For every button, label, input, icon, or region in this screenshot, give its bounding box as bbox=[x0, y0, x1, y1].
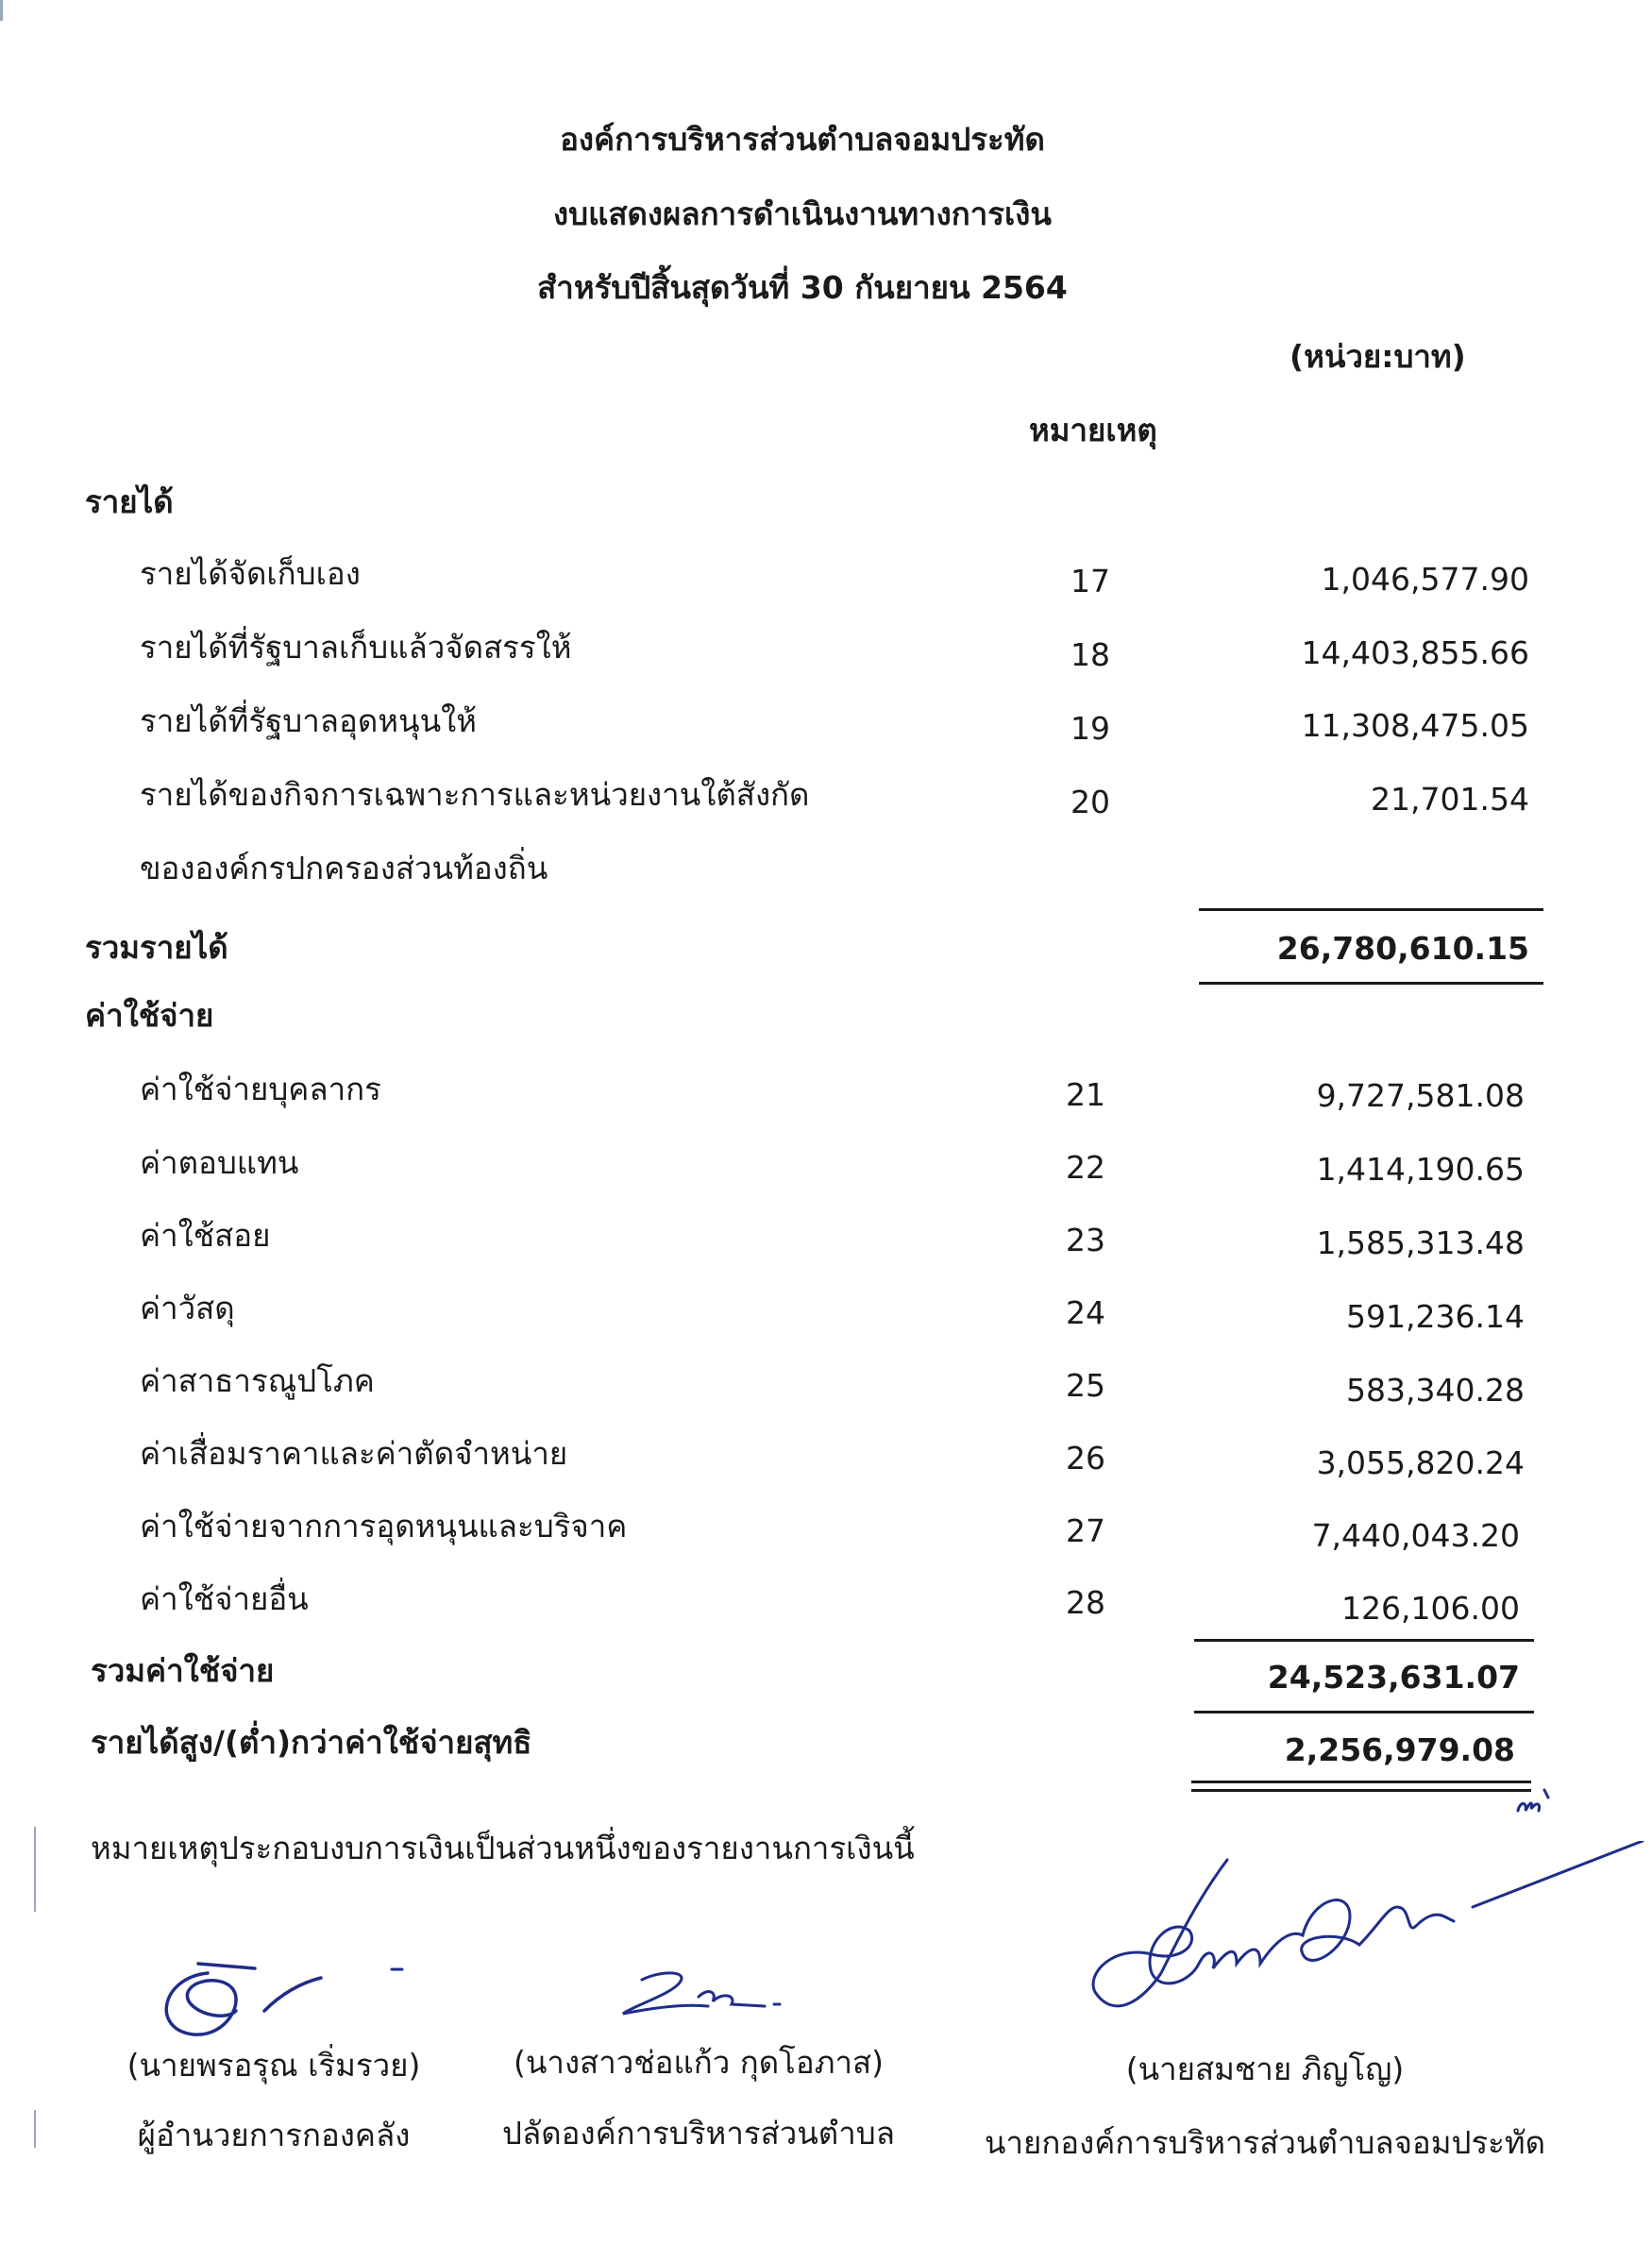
expense-item-note: 23 bbox=[1066, 1222, 1105, 1258]
subtotal-rule bbox=[1199, 908, 1543, 911]
revenue-item-label: รายได้จัดเก็บเอง bbox=[140, 555, 361, 592]
expense-item-amount: 1,585,313.48 bbox=[1316, 1224, 1525, 1261]
expense-total-label: รวมค่าใช้จ่าย bbox=[91, 1652, 275, 1689]
initials-mark bbox=[1510, 1784, 1567, 1822]
revenue-item-amount: 11,308,475.05 bbox=[1301, 707, 1529, 744]
signatory-title-mayor: นายกองค์การบริหารส่วนตำบลจอมประทัด bbox=[984, 2124, 1546, 2161]
expense-item-note: 21 bbox=[1066, 1076, 1105, 1113]
expense-total-amount: 24,523,631.07 bbox=[1267, 1659, 1520, 1696]
expense-heading: ค่าใช้จ่าย bbox=[85, 997, 214, 1034]
signatory-title-chief-administrator: ปลัดองค์การบริหารส่วนตำบล bbox=[502, 2115, 895, 2152]
revenue-item-amount: 21,701.54 bbox=[1371, 781, 1529, 818]
expense-item-note: 28 bbox=[1066, 1584, 1105, 1621]
net-result-amount: 2,256,979.08 bbox=[1284, 1731, 1515, 1768]
expense-item-label: ค่าใช้จ่ายอื่น bbox=[140, 1580, 309, 1617]
statement-title: งบแสดงผลการดำเนินงานทางการเงิน bbox=[553, 195, 1052, 232]
revenue-total-label: รวมรายได้ bbox=[85, 929, 228, 966]
expense-item-amount: 591,236.14 bbox=[1346, 1298, 1525, 1335]
signatory-name-chief-administrator: (นางสาวช่อแก้ว กุดโอภาส) bbox=[513, 2044, 885, 2081]
signatory-name-mayor: (นายสมชาย ภิญโญ) bbox=[1125, 2051, 1405, 2087]
total-rule bbox=[1194, 1711, 1534, 1713]
double-rule-bottom bbox=[1191, 1789, 1531, 1792]
revenue-item-label: รายได้ที่รัฐบาลอุดหนุนให้ bbox=[140, 702, 477, 739]
revenue-item-label: รายได้ที่รัฐบาลเก็บแล้วจัดสรรให้ bbox=[140, 629, 572, 666]
expense-item-label: ค่าเสื่อมราคาและค่าตัดจำหน่าย bbox=[140, 1435, 568, 1472]
expense-item-amount: 7,440,043.20 bbox=[1311, 1517, 1520, 1554]
expense-item-note: 27 bbox=[1066, 1512, 1105, 1549]
expense-item-label: ค่าใช้จ่ายจากการอุดหนุนและบริจาค bbox=[140, 1508, 628, 1545]
revenue-item-note: 20 bbox=[1070, 784, 1110, 820]
statement-period: สำหรับปีสิ้นสุดวันที่ 30 กันยายน 2564 bbox=[537, 269, 1068, 306]
signature-chief-administrator bbox=[604, 1959, 840, 2034]
expense-item-amount: 126,106.00 bbox=[1341, 1590, 1520, 1627]
footnote: หมายเหตุประกอบงบการเงินเป็นส่วนหนึ่งของรายงานการเงินนี้ bbox=[91, 1830, 915, 1866]
unit-label: (หน่วย:บาท) bbox=[1290, 338, 1466, 375]
org-name: องค์การบริหารส่วนตำบลจอมประทัด bbox=[560, 121, 1045, 158]
revenue-item-label-continued: ขององค์กรปกครองส่วนท้องถิ่น bbox=[140, 850, 548, 886]
expense-item-amount: 583,340.28 bbox=[1346, 1372, 1525, 1409]
expense-item-amount: 9,727,581.08 bbox=[1316, 1077, 1525, 1114]
signature-finance-director bbox=[142, 1945, 425, 2049]
revenue-total-amount: 26,780,610.15 bbox=[1276, 930, 1529, 967]
expense-item-note: 24 bbox=[1066, 1294, 1105, 1331]
expense-item-amount: 3,055,820.24 bbox=[1316, 1444, 1525, 1481]
scan-edge-mark bbox=[34, 1827, 36, 1912]
subtotal-rule bbox=[1194, 1639, 1534, 1642]
expense-item-label: ค่าวัสดุ bbox=[140, 1290, 235, 1326]
expense-item-note: 26 bbox=[1066, 1440, 1105, 1477]
scan-edge-mark bbox=[34, 2110, 36, 2148]
revenue-item-amount: 1,046,577.90 bbox=[1321, 561, 1529, 598]
revenue-item-amount: 14,403,855.66 bbox=[1301, 634, 1529, 671]
revenue-item-note: 17 bbox=[1070, 563, 1110, 599]
expense-item-label: ค่าตอบแทน bbox=[140, 1144, 299, 1181]
expense-item-note: 25 bbox=[1066, 1367, 1105, 1404]
expense-item-amount: 1,414,190.65 bbox=[1316, 1151, 1525, 1188]
double-rule-top bbox=[1191, 1781, 1531, 1783]
net-result-label: รายได้สูง/(ต่ำ)กว่าค่าใช้จ่ายสุทธิ bbox=[91, 1724, 532, 1761]
expense-item-label: ค่าสาธารณูปโภค bbox=[140, 1362, 375, 1399]
revenue-heading: รายได้ bbox=[85, 483, 174, 520]
signatory-name-finance-director: (นายพรอรุณ เริ่มรวย) bbox=[126, 2047, 421, 2084]
revenue-item-note: 18 bbox=[1070, 636, 1110, 673]
note-column-header: หมายเหตุ bbox=[1029, 412, 1157, 448]
revenue-item-note: 19 bbox=[1070, 710, 1110, 747]
revenue-item-label: รายได้ของกิจการเฉพาะการและหน่วยงานใต้สังกัด bbox=[140, 776, 810, 813]
scan-edge-mark bbox=[0, 0, 3, 21]
expense-item-note: 22 bbox=[1066, 1149, 1105, 1186]
expense-item-label: ค่าใช้จ่ายบุคลากร bbox=[140, 1071, 381, 1107]
signature-mayor bbox=[1076, 1841, 1652, 2049]
expense-item-label: ค่าใช้สอย bbox=[140, 1217, 271, 1254]
signatory-title-finance-director: ผู้อำนวยการกองคลัง bbox=[137, 2117, 411, 2153]
total-rule bbox=[1199, 982, 1543, 985]
